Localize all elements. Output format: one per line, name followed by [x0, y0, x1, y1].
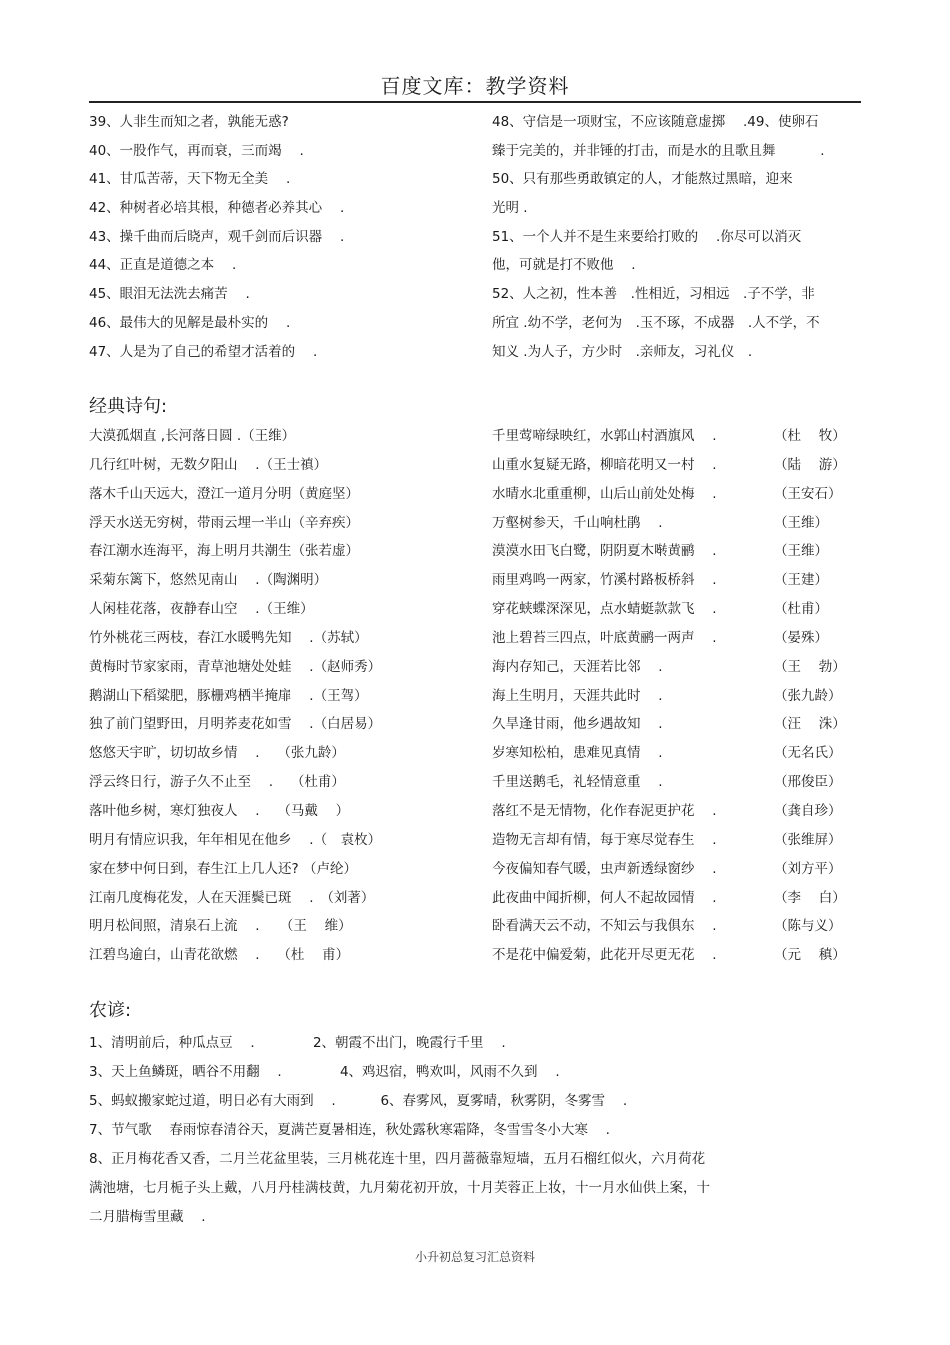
quote-line: 46、最伟大的见解是最朴实的 .: [89, 314, 291, 331]
poem-line: [492, 624, 846, 653]
poem-line: [492, 537, 846, 566]
proverb-line: 5、蚂蚁搬家蛇过道，明日必有大雨到 . 6、春雾风，夏雾晴，秋雾阴，冬雾雪 .: [89, 1093, 628, 1109]
poem-author: （杜 牧）: [774, 428, 846, 444]
quote-line: 39、人非生而知之者，孰能无惑?: [89, 114, 289, 130]
poem-author: （张维屏）: [774, 831, 842, 848]
poem-text: 山重水复疑无路，柳暗花明又一村 .: [492, 456, 717, 473]
poem-line: 落木千山天远大，澄江一道月分明（黄庭坚）: [89, 485, 359, 502]
quotes-left-column: [89, 108, 344, 366]
poem-line: 明月松间照，清泉石上流 . （王 维）: [89, 918, 352, 935]
poem-line: 浮天水送无穷树，带雨云埋一半山（辛弃疾）: [89, 514, 359, 531]
poems-left-column: [89, 422, 381, 970]
quote-line: 40、一股作气，再而衰，三而竭 .: [89, 142, 304, 159]
poem-author: （汪 洙）: [774, 716, 846, 733]
poem-line: [492, 480, 846, 509]
page-footer: 小升初总复习汇总资料: [414, 1250, 535, 1264]
poem-line: 家在梦中何日到，春生江上几人还? （卢纶）: [89, 860, 357, 877]
poem-line: [492, 797, 846, 826]
quote-line: 知义 .为人子，方少时 .亲师友，习礼仪 .: [492, 343, 753, 360]
poem-line: [492, 422, 846, 451]
proverb-line: 7、节气歌 春雨惊春清谷天，夏满芒夏暑相连，秋处露秋寒霜降，冬雪雪冬小大寒 .: [89, 1122, 610, 1138]
proverb-line: 满池塘，七月栀子头上戴，八月丹桂满枝黄，九月菊花初开放，十月芙蓉正上妆，十一月水仙供上案，十: [89, 1180, 710, 1196]
poem-author: （晏殊）: [774, 629, 828, 646]
poem-author: （王维）: [774, 543, 828, 560]
poem-line: 浮云终日行，游子久不止至 . （杜甫）: [89, 774, 345, 791]
quote-line: 臻于完美的，并非锤的打击，而是水的且歌且舞 .: [492, 142, 825, 159]
poem-line: [492, 682, 846, 711]
poem-line: [492, 509, 846, 538]
poem-text: 千里莺啼绿映红，水郭山村酒旗风 .: [492, 428, 717, 444]
poem-line: [492, 768, 846, 797]
poem-line: [492, 912, 846, 941]
poem-line: 黄梅时节家家雨，青草池塘处处蛙 .（赵师秀）: [89, 658, 382, 675]
poem-text: 水晴水北重重柳，山后山前处处梅 .: [492, 485, 717, 502]
quote-line: 51、一个人并不是生来要给打败的 .你尽可以消灭: [492, 228, 802, 245]
poem-author: （龚自珍）: [774, 802, 842, 819]
poem-line: 鹅湖山下稻粱肥，豚栅鸡栖半掩扉 .（王驾）: [89, 687, 368, 704]
poem-line: [492, 566, 846, 595]
quote-line: 光明 .: [492, 200, 528, 217]
poem-line: [492, 826, 846, 855]
poem-line: [492, 855, 846, 884]
poem-author: （李 白）: [774, 889, 846, 906]
poem-text: 岁寒知松柏，患难见真情 .: [492, 745, 663, 762]
poem-text: 卧看满天云不动，不知云与我俱东 .: [492, 918, 717, 935]
poem-line: 江南几度梅花发，人在天涯鬓已斑 . （刘著）: [89, 889, 375, 906]
poem-line: 几行红叶树，无数夕阳山 .（王士禛）: [89, 456, 328, 473]
poems-right-column: [492, 422, 846, 970]
poem-text: 今夜偏知春气暖，虫声新透绿窗纱 .: [492, 860, 717, 877]
poem-text: 穿花蛱蝶深深见，点水蜻蜓款款飞 .: [492, 601, 717, 618]
proverb-line: 8、正月梅花香又香，二月兰花盆里装，三月桃花连十里，四月蔷薇靠短墙，五月石榴红似火，六月荷花: [89, 1151, 706, 1167]
poem-text: 海上生明月，天涯共此时 .: [492, 687, 663, 704]
poem-author: （陆 游）: [774, 456, 846, 473]
quote-line: 41、甘瓜苦蒂，天下物无全美 .: [89, 171, 291, 188]
poem-text: 落红不是无情物，化作春泥更护花 .: [492, 802, 717, 819]
poem-text: 造物无言却有情，每于寒尽觉春生 .: [492, 831, 717, 848]
quote-line: 44、正直是道德之本 .: [89, 257, 237, 274]
poem-text: 千里送鹅毛，礼轻情意重 .: [492, 774, 663, 791]
poem-author: （无名氏）: [774, 745, 842, 762]
poem-line: 春江潮水连海平，海上明月共潮生（张若虚）: [89, 543, 359, 560]
quote-line: 50、只有那些勇敢镇定的人，才能熬过黑暗，迎来: [492, 171, 793, 188]
poem-text: 久旱逢甘雨，他乡遇故知 .: [492, 716, 663, 733]
poem-line: 竹外桃花三两枝，春江水暖鸭先知 .（苏轼）: [89, 629, 368, 646]
poem-author: （陈与义）: [774, 918, 842, 935]
poem-line: 明月有情应识我，年年相见在他乡 .（ 袁枚）: [89, 831, 382, 848]
poem-line: 大漠孤烟直 ,长河落日圆 .（王维）: [89, 428, 296, 444]
poem-text: 池上碧苔三四点，叶底黄鹂一两声 .: [492, 629, 717, 646]
quotes-right-column: [492, 108, 825, 366]
poem-author: （邢俊臣）: [774, 774, 842, 791]
quote-line: 48、守信是一项财宝，不应该随意虚掷 .49、使卵石: [492, 114, 819, 130]
quote-line: 43、操千曲而后晓声，观千剑而后识器 .: [89, 228, 345, 245]
poem-text: 不是花中偏爱菊，此花开尽更无花 .: [492, 947, 717, 964]
poem-author: （张九龄）: [774, 687, 842, 704]
quote-line: 52、人之初，性本善 .性相近，习相远 .子不学，非: [492, 286, 815, 303]
poem-author: （元 稹）: [774, 947, 846, 964]
poems-section-title: 经典诗句:: [89, 396, 168, 417]
header-divider: [89, 101, 861, 103]
poem-author: （王维）: [774, 514, 828, 531]
quote-line: 他，可就是打不败他 .: [492, 257, 636, 274]
poem-text: 雨里鸡鸣一两家，竹溪村路板桥斜 .: [492, 572, 717, 589]
poem-author: （王 勃）: [774, 658, 846, 675]
poem-line: 独了前门望野田，月明荞麦花如雪 .（白居易）: [89, 716, 382, 733]
poem-line: 人闲桂花落，夜静春山空 .（王维）: [89, 601, 314, 618]
quote-line: 所宜 .幼不学，老何为 .玉不琢，不成器 .人不学，不: [492, 314, 820, 331]
poem-line: 江碧鸟逾白，山青花欲燃 . （杜 甫）: [89, 947, 350, 964]
poem-line: [492, 884, 846, 913]
poem-author: （杜甫）: [774, 601, 828, 618]
poem-author: （王安石）: [774, 485, 842, 502]
page-title: 百度文库：教学资料: [380, 74, 570, 98]
poem-line: [492, 595, 846, 624]
proverb-line: 1、清明前后，种瓜点豆 . 2、朝霞不出门，晚霞行千里 .: [89, 1035, 506, 1051]
poem-line: [492, 653, 846, 682]
poem-line: 悠悠天宇旷，切切故乡情 . （张九龄）: [89, 745, 345, 762]
poem-text: 漠漠水田飞白鹭，阴阴夏木啭黄鹂 .: [492, 543, 717, 560]
poem-line: 采菊东篱下，悠然见南山 .（陶渊明）: [89, 572, 328, 589]
poem-text: 此夜曲中闻折柳，何人不起故园情 .: [492, 889, 717, 906]
poem-author: （刘方平）: [774, 860, 842, 877]
poem-text: 海内存知己，天涯若比邻 .: [492, 658, 663, 675]
poem-line: [492, 941, 846, 970]
farming-section-title: 农谚:: [89, 1000, 132, 1021]
quote-line: 45、眼泪无法洗去痛苦 .: [89, 286, 250, 303]
quote-line: 47、人是为了自己的希望才活着的 .: [89, 343, 318, 360]
farming-proverbs: [89, 1029, 710, 1232]
proverb-line: 3、天上鱼鳞斑，晒谷不用翻 . 4、鸡迟宿，鸭欢叫，风雨不久到 .: [89, 1064, 560, 1080]
poem-line: 落叶他乡树，寒灯独夜人 . （马戴 ）: [89, 802, 350, 819]
poem-author: （王建）: [774, 572, 828, 589]
proverb-line: 二月腊梅雪里藏 .: [89, 1209, 206, 1225]
poem-line: [492, 739, 846, 768]
quote-line: 42、种树者必培其根，种德者必养其心 .: [89, 200, 345, 217]
poem-line: [492, 710, 846, 739]
poem-text: 万壑树参天，千山响杜鹃 .: [492, 514, 663, 531]
poem-line: [492, 451, 846, 480]
